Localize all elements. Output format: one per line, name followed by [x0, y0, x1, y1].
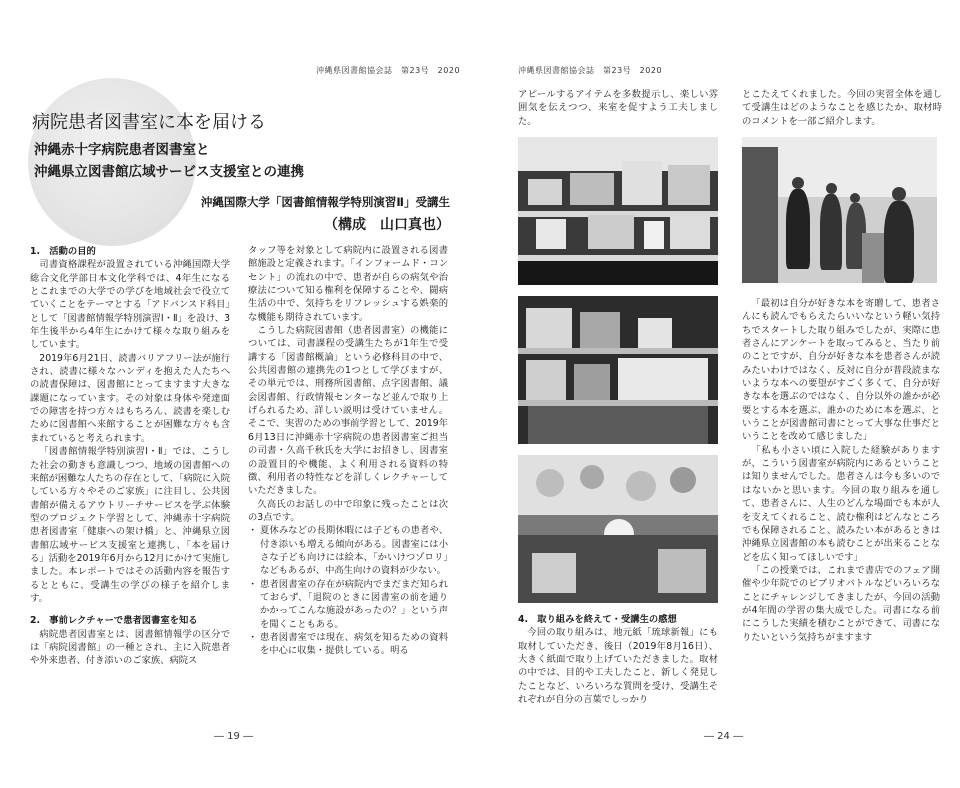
paragraph: 病院患者図書室とは、図書館情報学の区分では「病院図書館」の一種とされ、主に入院患者や外来患者、付き添いのご家族、病院ス [30, 628, 230, 667]
running-header: 沖縄県図書館協会誌 第23号 2020 [518, 66, 663, 75]
paragraph: 「図書館情報学特別演習Ⅰ・Ⅱ」では、こうした社会の動きも意識しつつ、地域の図書館への来館が困難な人たちの存在として、「病院に入院している方々やそのご家族」に注目し、公共図書館が備えるアウトリーチサービスを学ぶ体験型のプロジェクト学習として、沖縄赤十字病院患者図書室「健康への架け橋」と、沖縄県立図書館広域サービス支援室と連携し、「本を届ける」活動を2019年6月から12月にかけて実施しました。本レポートではその活動内容を報告するとともに、受講生の学びの様子を紹介します。 [30, 446, 230, 604]
photo-bookshelf-display [518, 137, 718, 285]
paragraph: こうした病院図書館（患者図書室）の機能については、司書課程の受講生たちが1年生で受講する「図書館概論」という必修科目の中で、公共図書館の連携先の1つとして学びますが、その単元では、刑務所図書館、点字図書館、議会図書館、行政情報センターなど並んで取り上げられるため、詳しい説明は受けていません。そこで、実習のための事前学習として、2019年6月13日に沖縄赤十字病院の患者図書室ご担当の司書・久高千秋氏を大学にお招きし、図書室の設置目的や機能、よく利用される資料の特徴、利用者の特性などを詳しくレクチャーしていただきました。 [248, 325, 448, 497]
running-header: 沖縄県図書館協会誌 第23号 2020 [316, 66, 461, 75]
bullet-list [248, 524, 448, 657]
left-column-2 [248, 244, 448, 658]
right-column-2-top [742, 88, 942, 128]
paragraph: タッフ等を対象として病院内に設置される図書館施設と定義されます。「インフォームド・コンセント」の流れの中で、患者が自らの病気や治療法について知る権利を保障することや、闘病生活の中で、気持ちをリフレッシュする娯楽的な機能も期待されています。 [248, 245, 448, 323]
photo-students-visit [742, 137, 937, 283]
paragraph: 「この授業では、これまで書店でのフェア開催や少年院でのビブリオバトルなどいろいろなことにチャレンジしてきましたが、今回の活動が4年間の学習の集大成でした。司書になる前にこうした実績を積むことができて、司書になりたいという気持ちがますます [742, 564, 940, 643]
section-heading: 2. 事前レクチャーで患者図書室を知る [30, 615, 198, 627]
section-heading: 1. 活動の目的 [30, 246, 96, 257]
article-title: 病院患者図書室に本を届ける [32, 112, 266, 133]
article-subtitle-2: 沖縄県立図書館広域サービス支援室との連携 [34, 164, 304, 180]
paragraph: 司書資格課程が設置されている沖縄国際大学総合文化学部日本文化学科では、4年生になるとこれまでの大学での学びを地域社会で役立てていくことをテーマとする「アドバンスド科目」として「図書館情報学特別演習Ⅰ・Ⅱ」を設け、3年生後半から4年生にかけて様々な取り組みをしています。 [30, 259, 230, 351]
paragraph: 今回の取り組みは、地元紙「琉球新報」にも取材していただき、後日（2019年8月16日）、大きく紙面で取り上げていただきました。取材の中では、目的や工夫したこと、新しく発見したことなど、いろいろな質問を受け、受講生それぞれが自分の言葉でしっかり [518, 627, 718, 706]
photo-decorated-room [518, 455, 718, 603]
bullet-item: ・ 夏休みなどの長期休暇には子どもの患者や、付き添いも増える傾向がある。図書室には小さな子ども向けには絵本、「かいけつゾロリ」などもあるが、中高生向けの資料が少ない。 [248, 524, 448, 577]
paragraph: 「私も小さい頃に入院した経験がありますが、こういう図書室が病院内にあるということは知りませんでした。患者さんは今も多いのではないかと思います。今回の取り組みを通して、患者さんに、人生のどんな場面でも本が人を支えてくれること、読む権利はどんなところでも保障されること、読みたい本があるときは沖縄県立図書館の本も読むことが出来ることなどを広く知ってほしいです」 [742, 444, 940, 563]
byline-course: 沖縄国際大学「図書館情報学特別演習Ⅱ」受講生 [200, 195, 450, 209]
left-column-1 [30, 244, 230, 668]
bullet-item: ・ 患者図書室の存在が病院内でまだまだ知られておらず、「退院のときに図書室の前を通りかかってこんな施設があったの？」という声を聞くこともある。 [248, 578, 448, 631]
paragraph: 久高氏のお話しの中で印象に残ったことは次の3点です。 [248, 498, 448, 523]
right-column-1-bottom [518, 612, 718, 706]
paragraph: 2019年6月21日、読書バリアフリー法が施行され、読書に様々なハンディを抱えた人たちへの読書保障は、図書館にとってますます大きな課題になっています。その対象は身体や発達面での障害を持つ方々はもちろん、読書を楽しむために図書館へ来館することが困難な方々も含まれていると考えられます。 [30, 352, 230, 444]
article-subtitle-1: 沖縄赤十字病院患者図書室と [34, 142, 210, 158]
paragraph: 「最初は自分が好きな本を寄贈して、患者さんにも読んでもらえたらいいなという軽い気持ちでスタートした取り組みでしたが、実際に患者さんにアンケートを取ってみると、当たり前のことですが、自分が好きな本を患者さんが読みたいわけではなく、反対に自分が普段読まないような本への要望がすごく多くて、自分が好きな本を選ぶのではなく、自分以外の誰かが必要とする本を選ぶ、誰かのために本を選ぶ、ということが図書館司書にとって大事な仕事だということを改めて感じました」 [742, 298, 940, 443]
right-page [480, 0, 960, 788]
bullet-item: ・ 患者図書室では現在、病気を知るための資料を中心に収集・提供している。明る [248, 631, 448, 658]
section-heading: 4. 取り組みを終えて・受講生の感想 [518, 614, 677, 625]
right-column-2-bottom [742, 297, 940, 644]
paragraph: アピールするアイテムを多数提示し、楽しい雰囲気を伝えつつ、来室を促すよう工夫しました。 [518, 89, 718, 127]
page-number: ― 24 ― [704, 731, 744, 742]
right-column-1-top [518, 88, 718, 128]
photo-book-corner [518, 296, 718, 444]
page-number: ― 19 ― [214, 731, 254, 742]
byline-editor: （構成 山口真也） [324, 217, 450, 233]
paragraph: とこたえてくれました。今回の実習全体を通して受講生はどのようなことを感じたか、取材時のコメントを一部ご紹介します。 [742, 89, 942, 127]
